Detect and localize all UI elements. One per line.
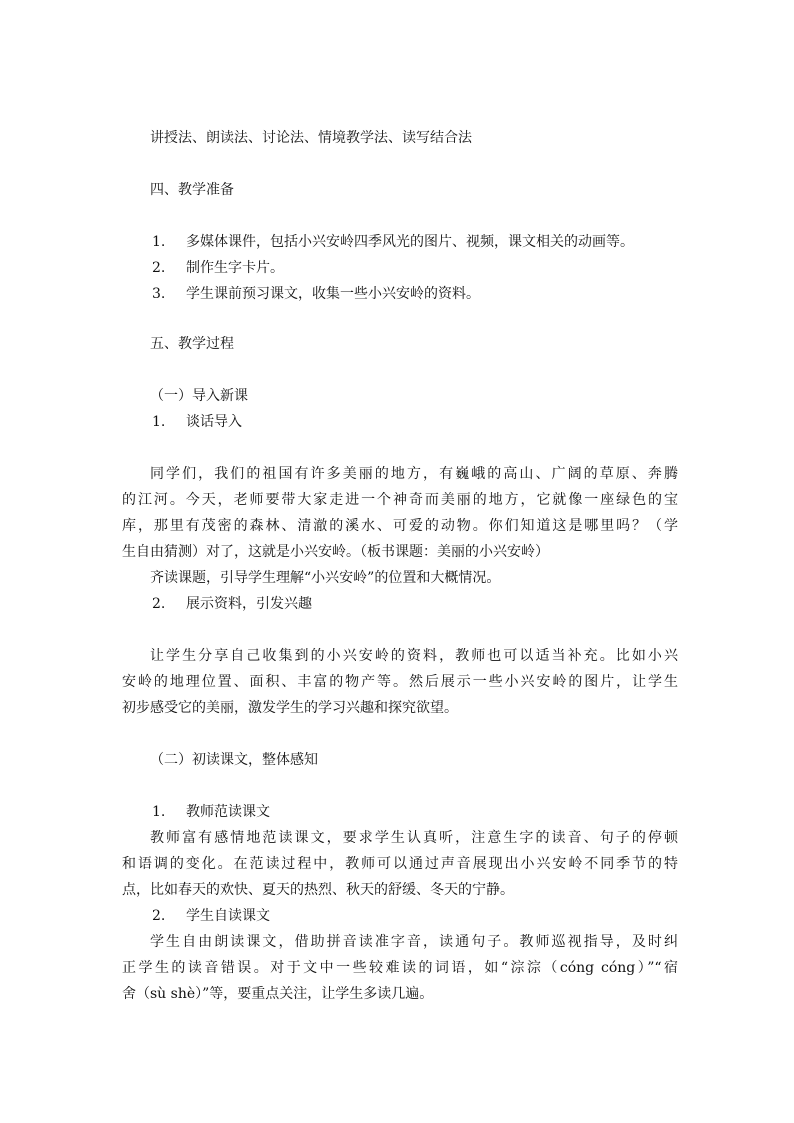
- paragraph-line: 的江河。今天，老师要带大家走进一个神奇而美丽的地方，它就像一座绿色的宝: [122, 492, 678, 508]
- paragraph-line: 初步感受它的美丽，激发学生的学习兴趣和探究欲望。: [122, 700, 458, 716]
- paragraph-line: 生自由猜测）对了，这就是小兴安岭。（板书课题：美丽的小兴安岭）: [122, 544, 549, 560]
- paragraph-line: 学生自由朗读课文，借助拼音读准字音，读通句子。教师巡视指导，及时纠: [150, 934, 678, 950]
- list-number: 2.: [152, 260, 166, 276]
- paragraph-line: 正学生的读音错误。对于文中一些较难读的词语，如“淙淙（cóng cóng）”“宿: [122, 960, 678, 976]
- teaching-methods-line: 讲授法、朗读法、讨论法、情境教学法、读写结合法: [150, 130, 472, 146]
- step-label: 展示资料，引发兴趣: [186, 596, 312, 612]
- paragraph-line: 教师富有感情地范读课文，要求学生认真听，注意生字的读音、句子的停顿: [150, 830, 678, 846]
- step-label: 教师范读课文: [186, 804, 270, 820]
- subsection-heading-intro: （一）导入新课: [150, 388, 248, 404]
- step-number: 2.: [152, 596, 166, 612]
- step-label: 学生自读课文: [186, 908, 270, 924]
- step-number: 1.: [152, 804, 166, 820]
- step-number: 2.: [152, 908, 166, 924]
- paragraph-line: 和语调的变化。在范读过程中，教师可以通过声音展现出小兴安岭不同季节的特: [122, 856, 678, 872]
- paragraph-line: 同学们，我们的祖国有许多美丽的地方，有巍峨的高山、广阔的草原、奔腾: [150, 466, 678, 482]
- paragraph-line: 库，那里有茂密的森林、清澈的溪水、可爱的动物。你们知道这是哪里吗？（学: [122, 518, 678, 534]
- list-item-text: 学生课前预习课文，收集一些小兴安岭的资料。: [186, 286, 480, 302]
- section-heading-process: 五、教学过程: [150, 336, 234, 352]
- paragraph-line: 齐读课题，引导学生理解“小兴安岭”的位置和大概情况。: [150, 570, 501, 586]
- paragraph-line: 点，比如春天的欢快、夏天的热烈、秋天的舒缓、冬天的宁静。: [122, 882, 514, 898]
- paragraph-line: 舍（sù shè）”等，要重点关注，让学生多读几遍。: [122, 986, 434, 1002]
- section-heading-preparation: 四、教学准备: [150, 182, 234, 198]
- list-item-text: 制作生字卡片。: [186, 260, 284, 276]
- step-label: 谈话导入: [186, 414, 242, 430]
- subsection-heading-first-reading: （二）初读课文，整体感知: [150, 752, 318, 768]
- paragraph-line: 安岭的地理位置、面积、丰富的物产等。然后展示一些小兴安岭的图片，让学生: [122, 674, 678, 690]
- list-item-text: 多媒体课件，包括小兴安岭四季风光的图片、视频，课文相关的动画等。: [186, 234, 634, 250]
- list-number: 3.: [152, 286, 166, 302]
- paragraph-line: 让学生分享自己收集到的小兴安岭的资料，教师也可以适当补充。比如小兴: [150, 648, 678, 664]
- step-number: 1.: [152, 414, 166, 430]
- list-number: 1.: [152, 234, 166, 250]
